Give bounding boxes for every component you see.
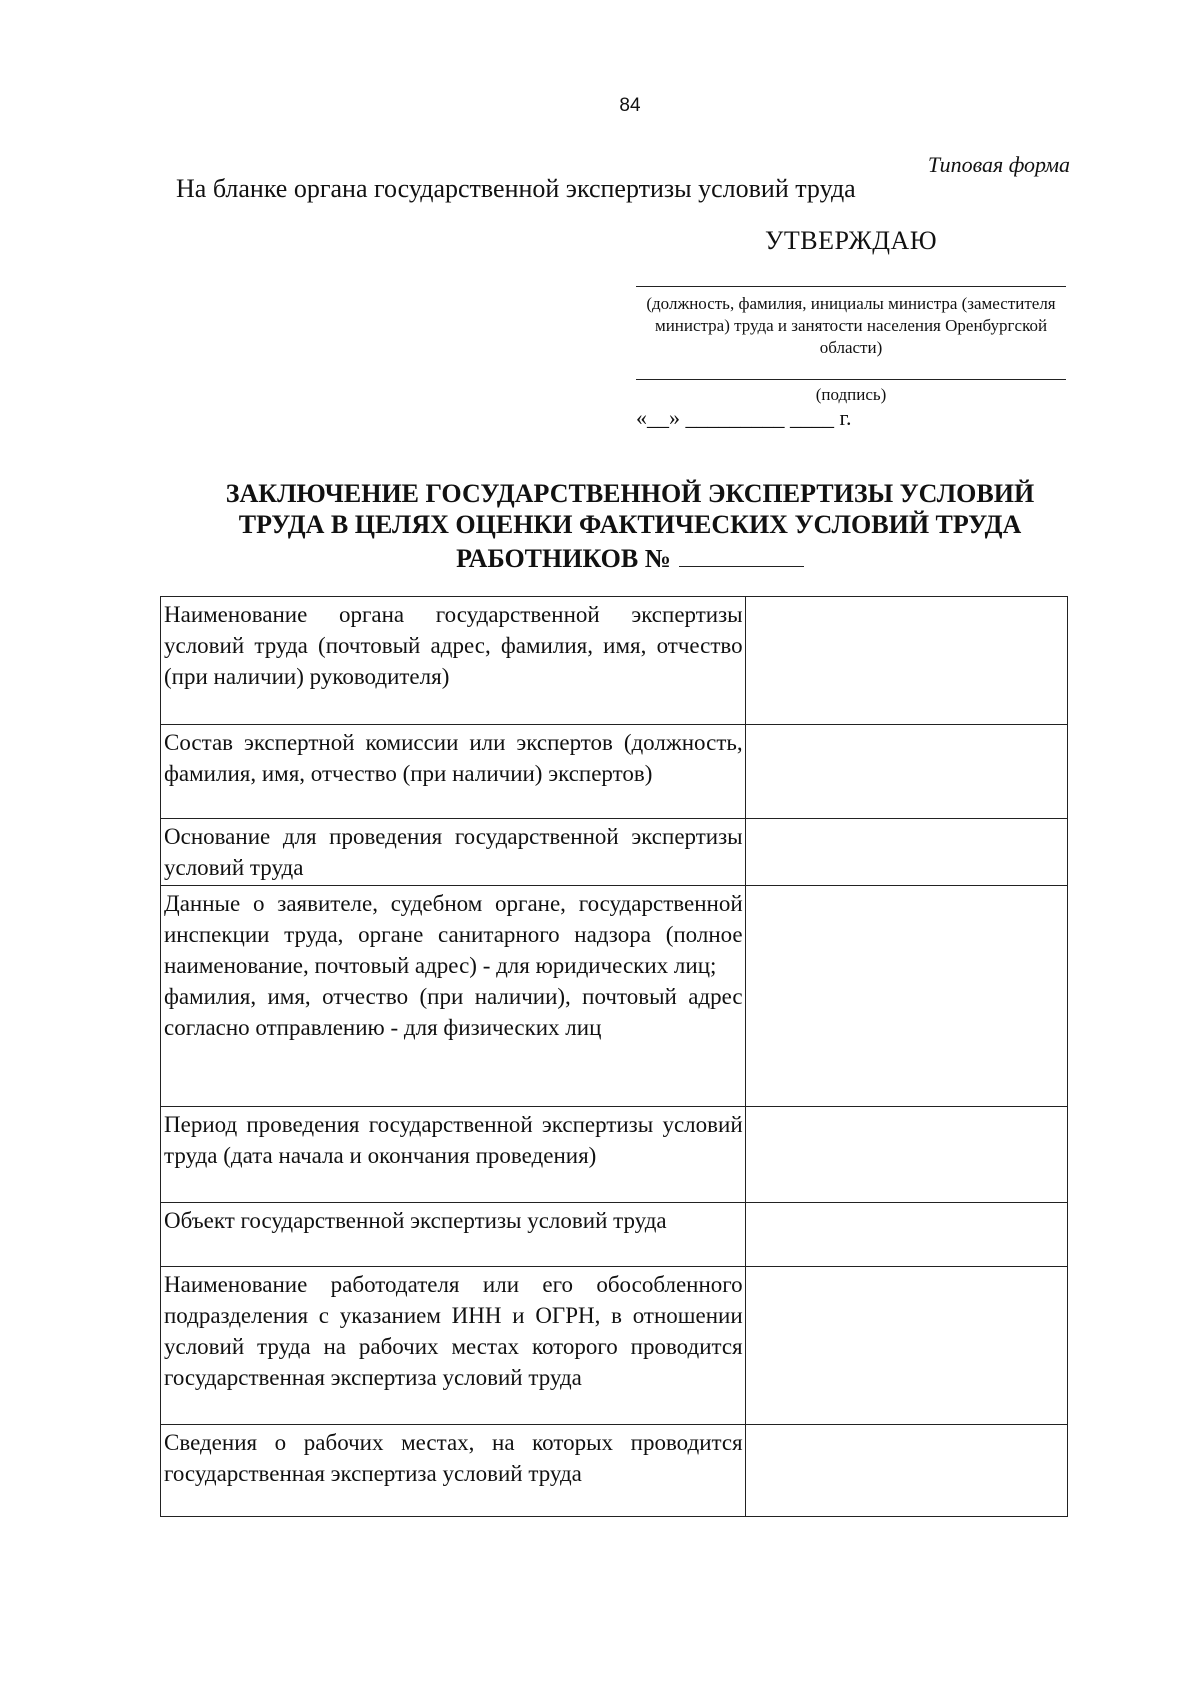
table-row xyxy=(161,1107,1068,1203)
row-value xyxy=(745,819,1067,886)
row-value xyxy=(745,1107,1067,1203)
approval-title: УТВЕРЖДАЮ xyxy=(764,226,938,255)
table-row xyxy=(161,1425,1068,1517)
row-label: Наименование органа государственной экспертизы условий труда (почтовый адрес, фамилия, имя, отчество (при наличии) руководителя) xyxy=(161,597,746,725)
signature-line xyxy=(636,379,1066,380)
row-label-part-2: фамилия, имя, отчество (при наличии), почтовый адрес согласно отправлению - для физических лиц xyxy=(164,984,743,1040)
position-caption: (должность, фамилия, инициалы министра (заместителя министра) труда и занятости населения Оренбургской области) xyxy=(646,294,1056,357)
row-value xyxy=(745,725,1067,819)
blank-header: На бланке органа государственной экспертизы условий труда xyxy=(176,174,856,203)
row-label xyxy=(161,886,746,1107)
row-label-part-1: Данные о заявителе, судебном органе, государственной инспекции труда, органе санитарного надзора (полное наименование, почтовый адрес) - для юридических лиц; xyxy=(164,891,743,978)
row-label: Период проведения государственной экспертизы условий труда (дата начала и окончания проведения) xyxy=(161,1107,746,1203)
document-title-line-3: РАБОТНИКОВ № xyxy=(456,544,671,573)
table-row xyxy=(161,597,1068,725)
table-row xyxy=(161,1267,1068,1425)
conclusion-table xyxy=(160,596,1068,1517)
row-value xyxy=(745,886,1067,1107)
table-row xyxy=(161,819,1068,886)
table-row xyxy=(161,886,1068,1107)
row-label: Основание для проведения государственной экспертизы условий труда xyxy=(161,819,746,886)
document-number-blank xyxy=(679,540,804,567)
row-value xyxy=(745,597,1067,725)
table-row xyxy=(161,1203,1068,1267)
form-type-label: Типовая форма xyxy=(927,152,1070,177)
row-label: Сведения о рабочих местах, на которых проводится государственная экспертиза условий труда xyxy=(161,1425,746,1517)
document-title xyxy=(0,478,1200,574)
row-value xyxy=(745,1203,1067,1267)
page-number: 84 xyxy=(619,95,641,116)
document-title-line-1: ЗАКЛЮЧЕНИЕ ГОСУДАРСТВЕННОЙ ЭКСПЕРТИЗЫ УСЛОВИЙ xyxy=(225,479,1035,508)
signature-caption: (подпись) xyxy=(815,385,887,404)
approval-block xyxy=(636,226,1066,406)
table-row xyxy=(161,725,1068,819)
row-label: Состав экспертной комиссии или экспертов (должность, фамилия, имя, отчество (при наличии) экспертов) xyxy=(161,725,746,819)
row-label: Объект государственной экспертизы условий труда xyxy=(161,1203,746,1267)
position-signature-line xyxy=(636,286,1066,287)
approval-date-line: «__» _________ ____ г. xyxy=(636,405,852,430)
row-label: Наименование работодателя или его обособленного подразделения с указанием ИНН и ОГРН, в отношении условий труда на рабочих местах которого проводится государственная экспертиза условий труда xyxy=(161,1267,746,1425)
row-value xyxy=(745,1425,1067,1517)
document-title-line-2: ТРУДА В ЦЕЛЯХ ОЦЕНКИ ФАКТИЧЕСКИХ УСЛОВИЙ ТРУДА xyxy=(238,510,1022,539)
row-value xyxy=(745,1267,1067,1425)
